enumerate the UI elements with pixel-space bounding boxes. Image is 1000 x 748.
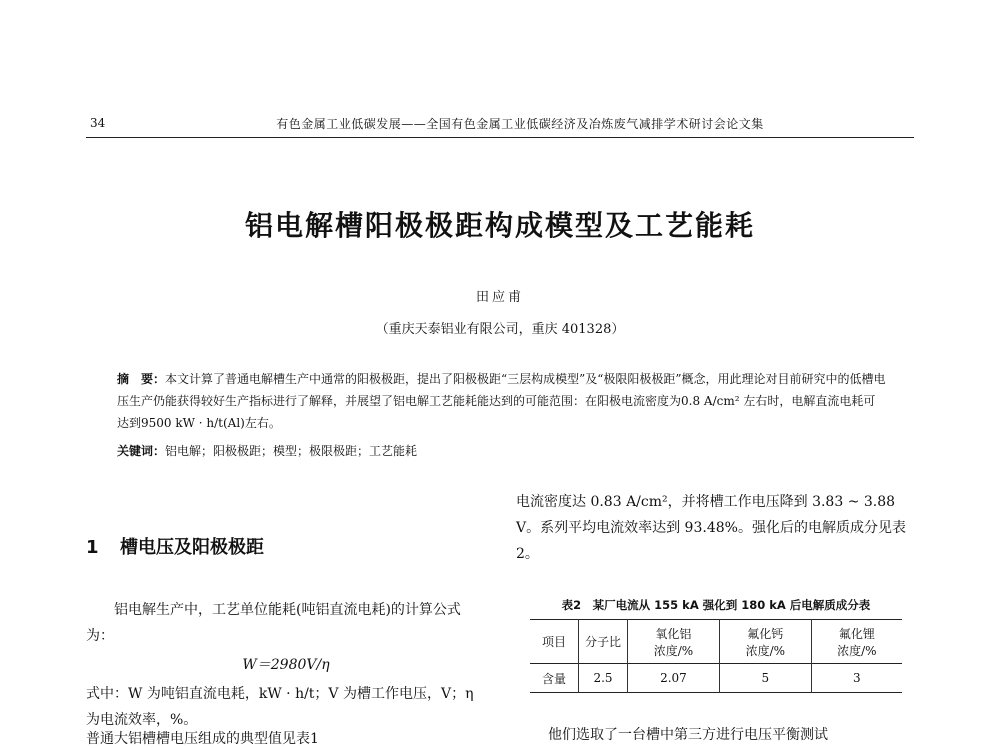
table-cell: 3	[811, 664, 902, 693]
keywords	[117, 442, 887, 459]
left-cut-line: 普通大铝槽槽电压组成的典型值见表1	[86, 731, 319, 747]
table-cell: 2.07	[628, 664, 720, 693]
table-cell: 5	[719, 664, 811, 693]
table-cell: 含量	[541, 671, 566, 686]
table-cell: 2.5	[579, 664, 628, 693]
left-paragraph-1: 铝电解生产中，工艺单位能耗(吨铝直流电耗)的计算公式为：	[86, 602, 461, 644]
header-rule	[86, 137, 914, 138]
electrolyte-table	[530, 619, 902, 693]
abstract	[117, 368, 887, 434]
table-caption: 表2 某厂电流从 155 kA 强化到 180 kA 后电解质成分表	[561, 598, 871, 612]
keywords-label: 关键词：	[117, 444, 166, 458]
table-header-cell: 氟化钙 浓度/%	[719, 620, 811, 664]
affiliation: （重庆天泰铝业有限公司，重庆 401328）	[375, 322, 625, 337]
table-header-row	[530, 620, 902, 664]
paper-title: 铝电解槽阳极极距构成模型及工艺能耗	[244, 209, 755, 242]
section-title: 槽电压及阳极极距	[120, 537, 264, 558]
table-header-cell: 氧化铝 浓度/%	[628, 620, 720, 664]
table-header-cell: 项目	[541, 635, 566, 649]
right-paragraph-1: 电流密度达 0.83 A/cm²，并将槽工作电压降到 3.83 ~ 3.88 V。系列平均电流效率达到 93.48%。强化后的电解质成分见表 2。	[516, 494, 906, 562]
keywords-text: 铝电解；阳极极距；模型；极限极距；工艺能耗	[165, 444, 418, 458]
section-number: 1	[86, 537, 99, 558]
table-header-cell: 分子比	[579, 620, 628, 664]
table-row	[530, 664, 902, 693]
author: 田应甫	[475, 290, 524, 305]
left-paragraph-2: 式中：W 为吨铝直流电耗，kW · h/t；V 为槽工作电压，V；η 为电流效率，%。	[86, 686, 474, 728]
formula: W＝2980V/η	[242, 657, 330, 673]
running-header: 有色金属工业低碳发展——全国有色金属工业低碳经济及冶炼废气减排学术研讨会论文集	[276, 117, 764, 131]
section-heading	[86, 533, 264, 559]
right-cut-line: 他们选取了一台槽中第三方进行电压平衡测试	[548, 727, 828, 743]
abstract-text: 本文计算了普通电解槽生产中通常的阳极极距，提出了阳极极距“三层构成模型”及“极限阳极极距”概念，用此理论对目前研究中的低槽电压生产仍能获得较好生产指标进行了解释，并展望了铝电解工艺能耗能达到的可能范围：在阳极电流密度为0.8 A/cm² 左右时，电解直流电耗可达到9500 kW · h/t(Al)左右。	[117, 372, 886, 430]
table-header-cell: 氟化锂 浓度/%	[811, 620, 902, 664]
abstract-label: 摘 要：	[117, 372, 166, 386]
page-number: 34	[90, 116, 106, 130]
